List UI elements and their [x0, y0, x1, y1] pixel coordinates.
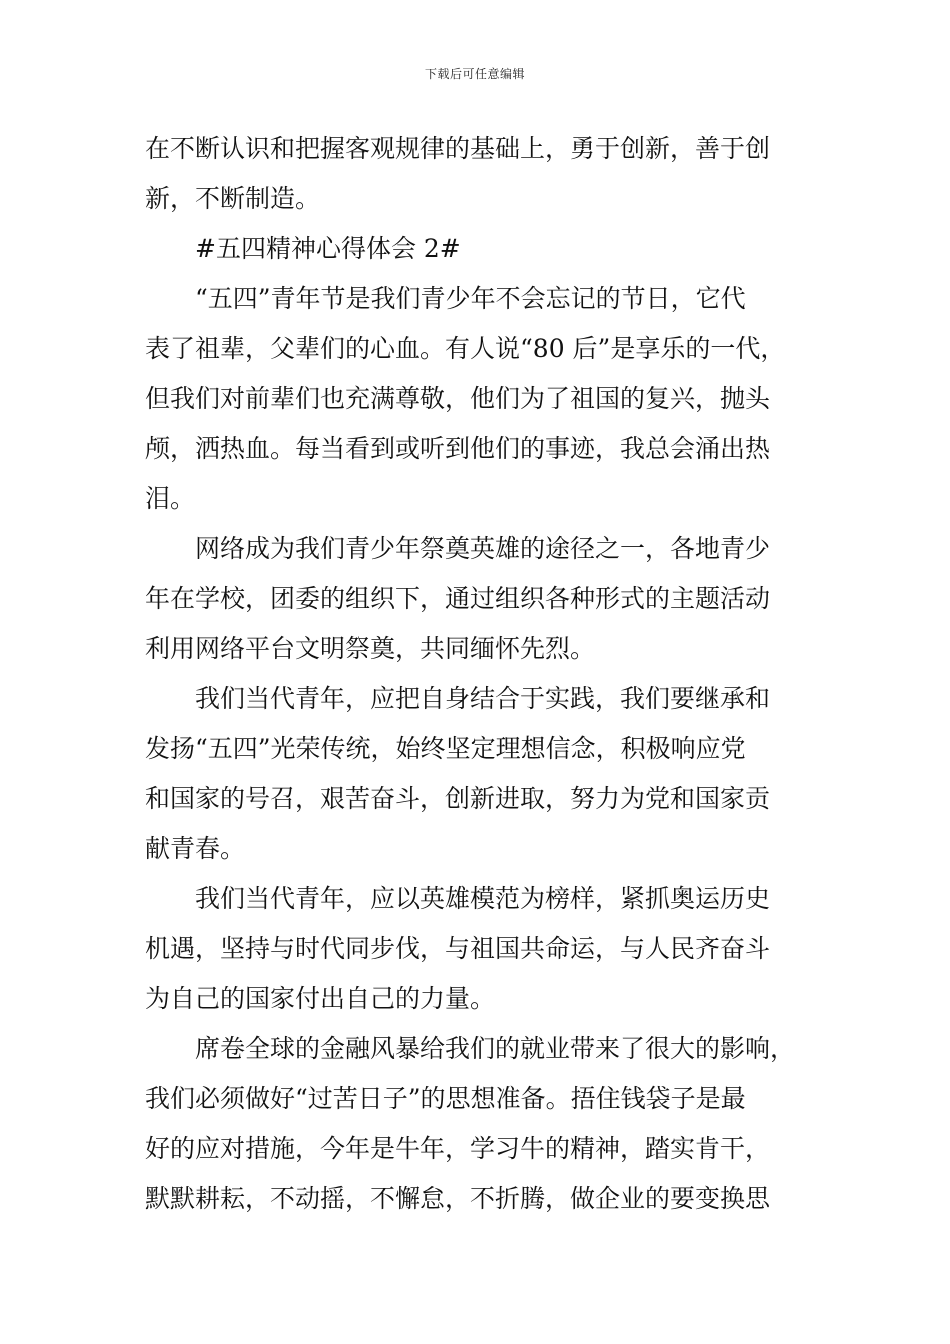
text-line: 我们当代青年，应以英雄模范为榜样，紧抓奥运历史	[145, 884, 771, 913]
text-line: 利用网络平台文明祭奠，共同缅怀先烈。	[145, 634, 596, 663]
text-line: 泪。	[145, 484, 196, 513]
page-header: 下载后可任意编辑	[424, 67, 525, 81]
text-line: 年在学校，团委的组织下，通过组织各种形式的主题活动	[145, 584, 771, 613]
text-line: 但我们对前辈们也充满尊敬，他们为了祖国的复兴，抛头	[145, 384, 771, 413]
section-heading: #五四精神心得体会 2#	[145, 234, 461, 263]
text-line: “五四”青年节是我们青少年不会忘记的节日，它代	[145, 284, 746, 313]
text-line: 为自己的国家付出自己的力量。	[145, 984, 496, 1013]
document-body	[145, 124, 815, 1224]
text-line: 席卷全球的金融风暴给我们的就业带来了很大的影响，	[145, 1034, 796, 1063]
text-line: 献青春。	[145, 834, 246, 863]
text-line: 默默耕耘，不动摇，不懈怠，不折腾，做企业的要变换思	[145, 1184, 771, 1213]
text-line: 好的应对措施，今年是牛年，学习牛的精神，踏实肯干，	[145, 1134, 771, 1163]
text-line: 机遇，坚持与时代同步伐，与祖国共命运，与人民齐奋斗	[145, 934, 771, 963]
text-line: 表了祖辈，父辈们的心血。有人说“80 后”是享乐的一代，	[145, 334, 786, 363]
text-line: 我们当代青年，应把自身结合于实践，我们要继承和	[145, 684, 771, 713]
text-line: 在不断认识和把握客观规律的基础上，勇于创新，善于创	[145, 134, 771, 163]
text-line: 新，不断制造。	[145, 184, 321, 213]
text-line: 我们必须做好“过苦日子”的思想准备。捂住钱袋子是最	[145, 1084, 746, 1113]
text-line: 和国家的号召，艰苦奋斗，创新进取，努力为党和国家贡	[145, 784, 771, 813]
text-line: 颅，洒热血。每当看到或听到他们的事迹，我总会涌出热	[145, 434, 771, 463]
text-line: 发扬“五四”光荣传统，始终坚定理想信念，积极响应党	[145, 734, 746, 763]
text-line: 网络成为我们青少年祭奠英雄的途径之一，各地青少	[145, 534, 771, 563]
